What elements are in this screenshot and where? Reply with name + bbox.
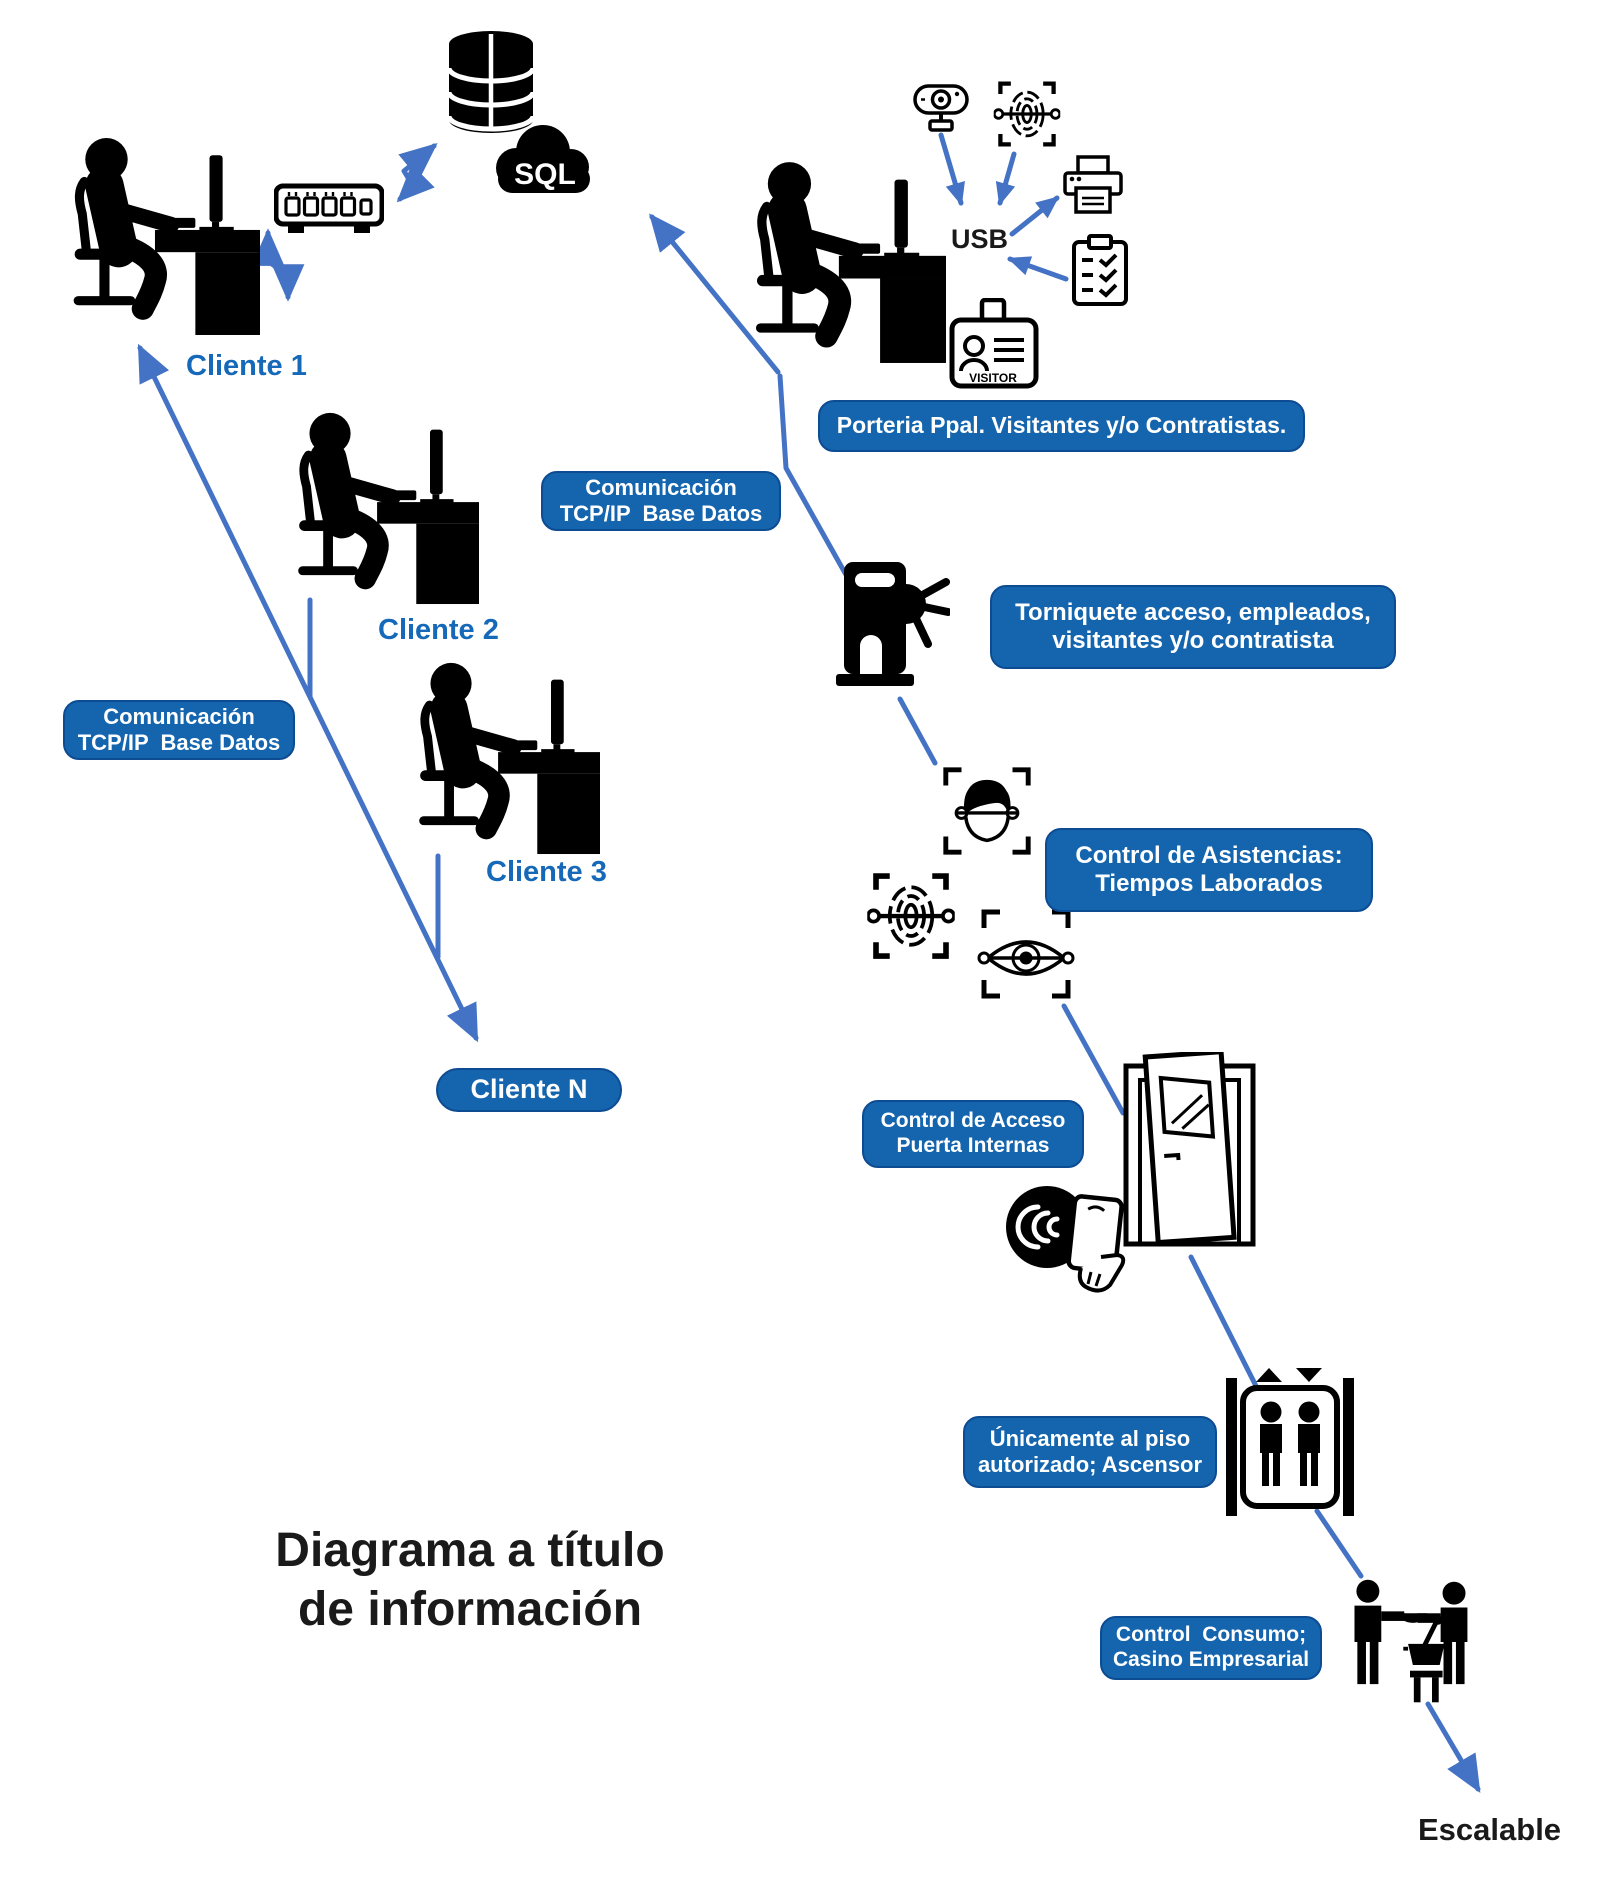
cliente1-label: Cliente 1 bbox=[186, 350, 307, 382]
fingerprint-scan-icon-large bbox=[860, 866, 962, 966]
ascensor-pill: Únicamente al piso autorizado; Ascensor bbox=[963, 1416, 1217, 1488]
visitor-text: VISITOR bbox=[969, 371, 1017, 385]
open-door-icon bbox=[1122, 1052, 1257, 1252]
visitor-badge-icon bbox=[948, 298, 1040, 390]
zigzag-arrow-switch-sql bbox=[400, 146, 434, 199]
casino-pill: Control Consumo; Casino Empresarial bbox=[1100, 1616, 1322, 1680]
eye-scan-icon bbox=[974, 902, 1078, 1006]
line-elevator-to-cafeteria bbox=[1317, 1511, 1361, 1576]
cliente3-workstation-icon bbox=[404, 654, 600, 860]
sql-database-cloud-icon bbox=[438, 28, 590, 198]
arrow-fingerprint-to-usb bbox=[1000, 154, 1014, 203]
line-turnstile-to-facescan bbox=[900, 699, 935, 763]
cafeteria-service-icon bbox=[1343, 1578, 1477, 1706]
porteria-pill: Porteria Ppal. Visitantes y/o Contratistas. bbox=[818, 400, 1305, 452]
checklist-icon bbox=[1070, 234, 1130, 308]
diagram-title bbox=[205, 1522, 735, 1639]
network-switch-icon bbox=[274, 180, 384, 236]
webcam-icon bbox=[913, 80, 969, 132]
puerta-pill: Control de Acceso Puerta Internas bbox=[862, 1100, 1084, 1168]
torniquete-pill: Torniquete acceso, empleados, visitantes y/o contratista bbox=[990, 585, 1396, 669]
comunicacion-right-pill: Comunicación TCP/IP Base Datos bbox=[541, 471, 781, 531]
escalable-label: Escalable bbox=[1418, 1812, 1562, 1847]
fingerprint-scan-icon bbox=[991, 76, 1063, 152]
arrow-cafeteria-to-escalable bbox=[1428, 1704, 1478, 1789]
arrow-checklist-to-usb bbox=[1010, 259, 1066, 279]
porteria-workstation-icon bbox=[740, 148, 946, 374]
sql-text: SQL bbox=[514, 158, 576, 191]
diagram-title-line1: Diagrama a título bbox=[275, 1524, 665, 1577]
arrow-usb-to-printer bbox=[1012, 198, 1057, 234]
printer-icon bbox=[1062, 154, 1124, 216]
line-eyescan-to-door bbox=[1064, 1006, 1123, 1113]
turnstile-icon bbox=[836, 560, 950, 702]
asistencias-pill: Control de Asistencias: Tiempos Laborados bbox=[1045, 828, 1373, 912]
diagram-title-line2: de información bbox=[297, 1582, 643, 1636]
comunicacion-left-pill: Comunicación TCP/IP Base Datos bbox=[63, 700, 295, 760]
cliente3-label: Cliente 3 bbox=[486, 856, 607, 888]
cliente2-label: Cliente 2 bbox=[378, 614, 499, 646]
cliente1-workstation-icon bbox=[58, 126, 260, 344]
usb-label: USB bbox=[951, 224, 1009, 254]
zigzag-arrow-desk-switch bbox=[268, 233, 288, 297]
elevator-icon bbox=[1226, 1366, 1354, 1516]
card-reader-icon bbox=[1005, 1180, 1135, 1295]
cliente2-workstation-icon bbox=[283, 404, 479, 610]
face-scan-icon bbox=[936, 760, 1038, 862]
cliente-n-pill: Cliente N bbox=[436, 1068, 622, 1112]
